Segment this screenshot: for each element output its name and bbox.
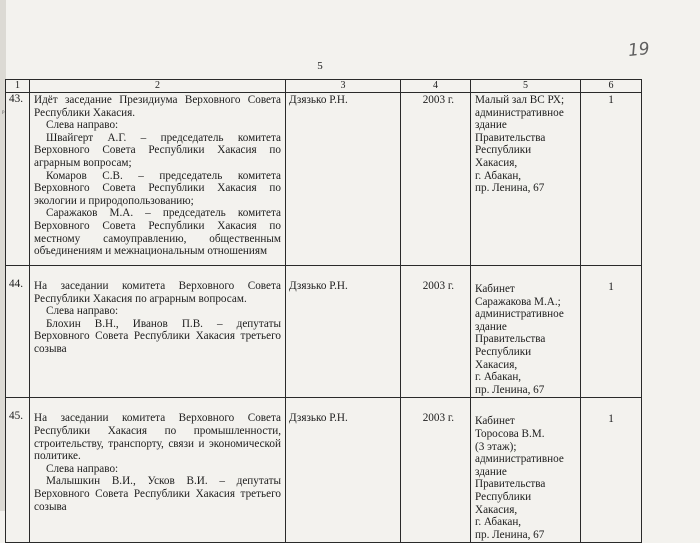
place-line: Малый зал ВС РХ;	[475, 94, 565, 106]
record-description	[30, 266, 286, 398]
place-line: (3 этаж);	[475, 440, 517, 453]
place-line: г. Абакан,	[475, 371, 522, 384]
description-line: Комаров С.В. – председатель комитета Верховного Совета Республики Хакасия по экологии и природопользованию;	[34, 169, 281, 207]
column-header: 6	[581, 80, 642, 93]
place-line: Республики Хакасия,	[475, 345, 532, 371]
record-number: 44.	[6, 266, 30, 398]
column-header: 2	[30, 80, 286, 93]
record-place	[471, 398, 581, 543]
table-row	[6, 266, 642, 398]
photo-inventory-table	[5, 79, 642, 543]
record-author: Дзязько Р.Н.	[286, 398, 401, 543]
record-author: Дзязько Р.Н.	[286, 93, 401, 266]
description-line: Идёт заседание Президиума Верховного Совета Республики Хакасия.	[34, 94, 281, 119]
place-line: пр. Ленина, 67	[475, 528, 545, 541]
place-line: здание Правительства	[475, 119, 546, 144]
record-year: 2003 г.	[401, 93, 471, 266]
description-line: Швайгерт А.Г. – председатель комитета Верховного Совета Республики Хакасия по аграрным вопросам;	[34, 131, 281, 169]
margin-mark: ᵖ	[2, 108, 5, 117]
record-count-cell	[581, 266, 642, 398]
place-line: административное	[475, 308, 564, 321]
place-line: Республики Хакасия,	[475, 490, 532, 516]
record-year: 2003 г.	[401, 266, 471, 398]
table-row	[6, 93, 642, 266]
place-line: Торосова В.М.	[475, 427, 545, 440]
record-author: Дзязько Р.Н.	[286, 266, 401, 398]
column-header: 4	[401, 80, 471, 93]
column-header-row	[6, 80, 642, 93]
description-line: Саражаков М.А. – председатель комитета Верховного Совета Республики Хакасия по местному самоуправлению, общественным объединениям и межнациональным отношениям	[34, 207, 281, 258]
record-count: 1	[608, 94, 614, 106]
record-description	[30, 398, 286, 543]
description-line: Слева направо:	[46, 305, 119, 318]
place-line: здание Правительства	[475, 320, 546, 346]
place-line: Кабинет	[475, 283, 515, 295]
description-line: На заседании комитета Верховного Совета Республики Хакасия по аграрным вопросам.	[34, 280, 281, 305]
record-count-cell	[581, 93, 642, 266]
record-count-cell	[581, 398, 642, 543]
place-line: г. Абакан,	[475, 516, 522, 529]
column-header: 1	[6, 80, 30, 93]
place-line: Саражакова М.А.;	[475, 295, 561, 308]
place-line: пр. Ленина, 67	[475, 182, 545, 195]
record-count: 1	[608, 281, 614, 293]
record-year: 2003 г.	[401, 398, 471, 543]
description-line: На заседании комитета Верховного Совета Республики Хакасия по промышленности, строительству, транспорту, связи и экономической политике.	[34, 412, 281, 463]
column-header: 5	[471, 80, 581, 93]
place-line: здание Правительства	[475, 465, 546, 491]
place-line: г. Абакан,	[475, 169, 522, 182]
record-number: 45.	[6, 398, 30, 543]
place-line: Кабинет	[475, 415, 515, 428]
record-number: 43.	[6, 93, 30, 266]
description-line: Слева направо:	[46, 462, 119, 475]
place-line: пр. Ленина, 67	[475, 383, 545, 396]
table-row	[6, 398, 642, 543]
record-place	[471, 266, 581, 398]
handwritten-page-number: 19	[627, 38, 651, 62]
column-header: 3	[286, 80, 401, 93]
place-line: административное	[475, 106, 564, 119]
page-number: 5	[317, 60, 323, 72]
description-line: Малышкин В.И., Усков В.И. – депутаты Верховного Совета Республики Хакасия третьего созыва	[34, 475, 281, 513]
place-line: Республики Хакасия,	[475, 144, 532, 169]
record-count: 1	[608, 413, 614, 426]
record-place	[471, 93, 581, 266]
place-line: административное	[475, 453, 564, 466]
description-line: Слева направо:	[46, 119, 119, 132]
description-line: Блохин В.Н., Иванов П.В. – депутаты Верховного Совета Республики Хакасия третьего созыва	[34, 317, 281, 355]
record-description	[30, 93, 286, 266]
